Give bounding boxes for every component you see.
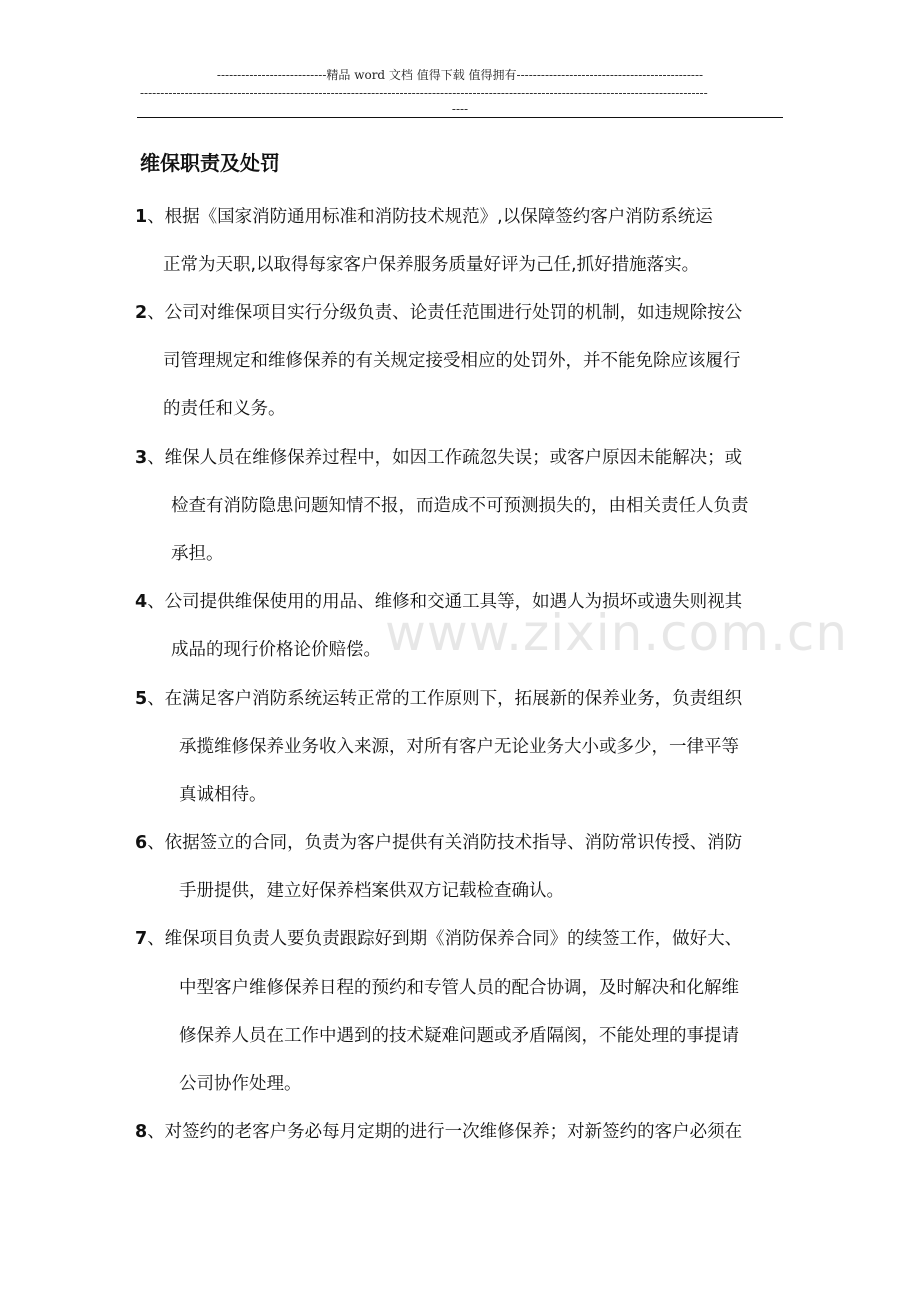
item-2-line-2: 司管理规定和维修保养的有关规定接受相应的处罚外，并不能免除应该履行: [163, 351, 741, 371]
item-number: 1: [135, 207, 148, 227]
item-text: 、公司对维保项目实行分级负责、论责任范围进行处罚的机制，如违规除按公: [147, 303, 743, 323]
item-1-line-1: [135, 203, 713, 228]
item-5-line-1: [135, 685, 742, 710]
item-7-line-3: 修保养人员在工作中遇到的技术疑难问题或矛盾隔阂，不能处理的事提请: [179, 1026, 739, 1046]
item-number: 7: [135, 929, 148, 949]
item-number: 8: [135, 1122, 148, 1142]
document-title: 维保职责及处罚: [140, 151, 280, 175]
header-dash-tail: ----: [451, 102, 469, 116]
item-6-line-1: [135, 829, 742, 854]
item-2-line-3: 的责任和义务。: [163, 399, 286, 419]
item-7-line-1: [135, 925, 742, 950]
header-dash-line: --------------------------------------------------------------------------------------------------------------------------------------------: [140, 86, 708, 100]
header-rule: [137, 117, 783, 118]
item-number: 5: [135, 689, 148, 709]
item-text: 、公司提供维保使用的用品、维修和交通工具等，如遇人为损坏或遗失则视其: [147, 592, 743, 612]
item-text: 、对签约的老客户务必每月定期的进行一次维修保养；对新签约的客户必须在: [147, 1122, 743, 1142]
item-3-line-3: 承担。: [171, 544, 224, 564]
item-8-line-1: [135, 1118, 742, 1143]
item-3-line-2: 检查有消防隐患问题知情不报，而造成不可预测损失的，由相关责任人负责: [171, 496, 749, 516]
item-text: 、维保人员在维修保养过程中，如因工作疏忽失误；或客户原因未能解决；或: [147, 448, 743, 468]
watermark: www.zixin.com.cn: [385, 604, 849, 662]
item-number: 6: [135, 833, 148, 853]
item-3-line-1: [135, 444, 742, 469]
item-4-line-1: [135, 588, 742, 613]
item-text: 、根据《国家消防通用标准和消防技术规范》,以保障签约客户消防系统运: [147, 207, 713, 227]
item-5-line-2: 承揽维修保养业务收入来源，对所有客户无论业务大小或多少，一律平等: [179, 737, 739, 757]
item-text: 、维保项目负责人要负责跟踪好到期《消防保养合同》的续签工作，做好大、: [147, 929, 743, 949]
item-text: 、依据签立的合同，负责为客户提供有关消防技术指导、消防常识传授、消防: [147, 833, 743, 853]
item-6-line-2: 手册提供，建立好保养档案供双方记载检查确认。: [179, 881, 564, 901]
header-banner: ---------------------------精品 word 文档 值得下载 值得拥有----------------------------------------------: [216, 68, 704, 82]
item-number: 2: [135, 303, 148, 323]
item-2-line-1: [135, 299, 742, 324]
item-7-line-2: 中型客户维修保养日程的预约和专管人员的配合协调，及时解决和化解维: [179, 978, 739, 998]
item-number: 3: [135, 448, 148, 468]
item-5-line-3: 真诚相待。: [179, 785, 267, 805]
item-text: 、在满足客户消防系统运转正常的工作原则下，拓展新的保养业务，负责组织: [147, 689, 743, 709]
item-1-line-2: 正常为天职,以取得每家客户保养服务质量好评为己任,抓好措施落实。: [163, 255, 700, 275]
item-number: 4: [135, 592, 148, 612]
item-7-line-4: 公司协作处理。: [179, 1074, 302, 1094]
item-4-line-2: 成品的现行价格论价赔偿。: [171, 640, 381, 660]
